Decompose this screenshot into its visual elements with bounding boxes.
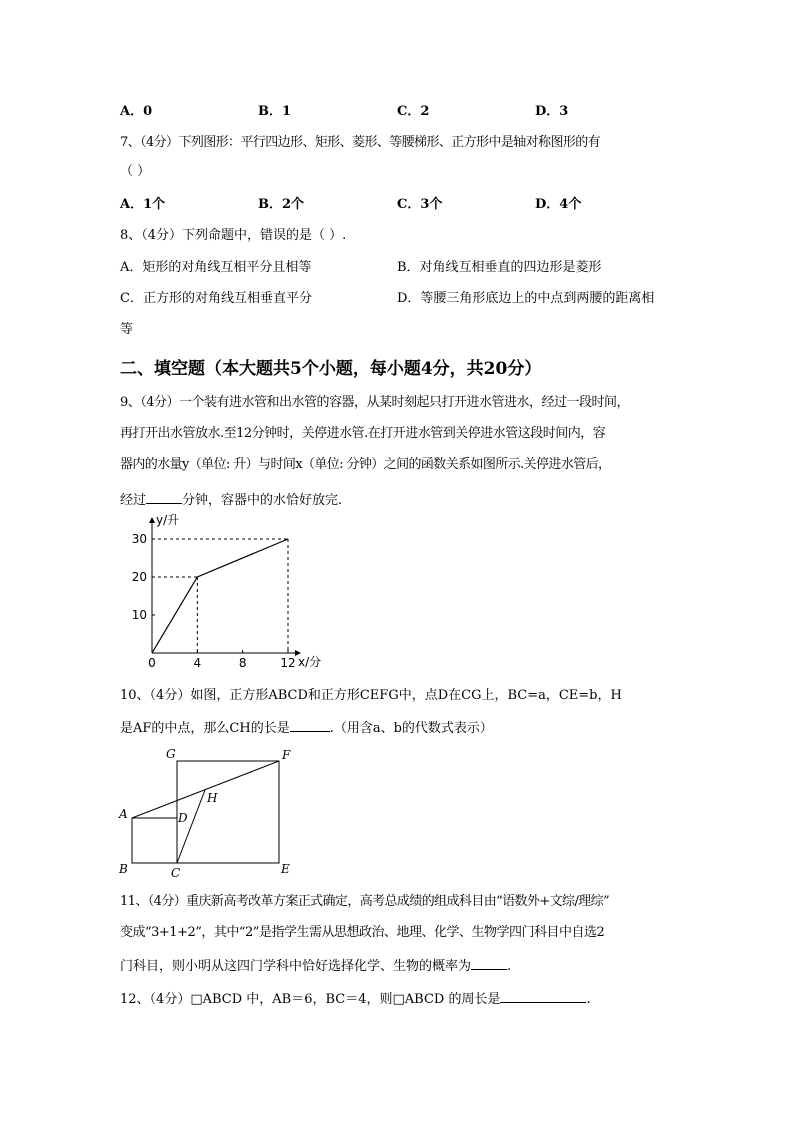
- squares-figure: [110, 742, 300, 882]
- x-tick-label-8: 8: [238, 656, 247, 670]
- q10-line-2-a: 是AF的中点，那么CH的长是: [120, 721, 290, 736]
- segment-af: [132, 761, 279, 818]
- x-tick-label-12: 12: [280, 656, 296, 670]
- label-h: H: [207, 791, 218, 805]
- q6-option-b: B．1: [258, 104, 292, 119]
- q11-answer-blank[interactable]: [471, 955, 507, 970]
- q6-option-c: C．2: [397, 104, 430, 119]
- q7-option-b: B．2个: [258, 197, 305, 212]
- section-title: 二、填空题（本大题共5个小题，每小题4分，共20分）: [120, 359, 542, 379]
- q12-line: [120, 988, 591, 1009]
- y-axis-label: y/升: [156, 513, 180, 527]
- q7-option-c: C．3个: [397, 197, 443, 212]
- q9-line-2: 再打开出水管放水.至12分钟时，关停进水管.在打开进水管到关停进水管这段时间内，容: [120, 426, 606, 441]
- water-series-line: [152, 539, 288, 653]
- q7-option-a: A．1个: [120, 197, 166, 212]
- label-f: F: [282, 748, 291, 762]
- q8-option-d-cont: 等: [120, 322, 134, 337]
- label-a: A: [119, 807, 128, 821]
- q6-option-a: A．0: [120, 104, 153, 119]
- q12-text-b: .: [586, 992, 591, 1007]
- q7-bracket: （ ）: [120, 164, 151, 179]
- q8-option-b: B．对角线互相垂直的四边形是菱形: [397, 260, 602, 275]
- x-tick-label-4: 4: [193, 656, 202, 670]
- q9-line-4-b: 分钟，容器中的水恰好放完.: [182, 493, 343, 508]
- square-cefg: [177, 761, 279, 863]
- label-d: D: [178, 811, 188, 825]
- y-tick-label-30: 30: [131, 532, 147, 546]
- q9-line-3: 器内的水量y（单位: 升）与时间x（单位: 分钟）之间的函数关系如图所示.关停进水管后，: [120, 457, 611, 472]
- q12-answer-blank[interactable]: [500, 988, 586, 1003]
- q9-answer-blank[interactable]: [146, 489, 182, 504]
- q10-line-2: [120, 717, 493, 738]
- q11-line-1: 11、（4分）重庆新高考改革方案正式确定，高考总成绩的组成科目由“语数外+文综/理综”: [120, 894, 610, 909]
- guide-dashes: [152, 539, 288, 653]
- q11-line-3: [120, 955, 511, 976]
- label-g: G: [166, 747, 176, 761]
- q12-text-a: 12、（4分）□ABCD 中，AB＝6，BC＝4，则□ABCD 的周长是: [120, 992, 501, 1007]
- q9-line-1: 9、（4分）一个装有进水管和出水管的容器，从某时刻起只打开进水管进水，经过一段时间，: [120, 395, 630, 410]
- q6-option-d: D．3: [535, 104, 569, 119]
- q10-answer-blank[interactable]: [290, 717, 330, 732]
- q9-line-4-a: 经过: [120, 493, 147, 508]
- q11-line-3-a: 门科目，则小明从这四门学科中恰好选择化学、生物的概率为: [120, 959, 472, 974]
- square-abcd: [132, 818, 177, 863]
- segment-ch: [177, 790, 205, 863]
- q8-stem: 8、（4分）下列命题中，错误的是（ ）.: [120, 228, 347, 243]
- y-tick-label-20: 20: [131, 570, 147, 584]
- q9-line-4: [120, 489, 342, 510]
- water-volume-graph: [120, 510, 340, 675]
- x-axis-label: x/分: [298, 655, 322, 669]
- q11-line-3-b: .: [507, 959, 512, 974]
- label-c: C: [171, 866, 181, 880]
- label-b: B: [119, 862, 128, 876]
- q7-option-d: D．4个: [535, 197, 582, 212]
- q11-line-2: 变成“3+1+2”，其中“2”是指学生需从思想政治、地理、化学、生物学四门科目中自选2: [120, 925, 605, 940]
- q10-line-1: 10、（4分）如图，正方形ABCD和正方形CEFG中，点D在CG上，BC=a，CE=b，H: [120, 688, 622, 703]
- q8-option-a: A．矩形的对角线互相平分且相等: [120, 260, 312, 275]
- label-e: E: [281, 862, 290, 876]
- x-tick-label-0: 0: [148, 656, 156, 670]
- y-tick-label-10: 10: [131, 608, 147, 622]
- q7-stem: 7、（4分）下列图形：平行四边形、矩形、菱形、等腰梯形、正方形中是轴对称图形的有: [120, 135, 601, 150]
- q8-option-d: D．等腰三角形底边上的中点到两腰的距离相: [397, 291, 655, 306]
- q10-line-2-b: .（用含a、b的代数式表示）: [329, 721, 493, 736]
- q8-option-c: C．正方形的对角线互相垂直平分: [120, 291, 312, 306]
